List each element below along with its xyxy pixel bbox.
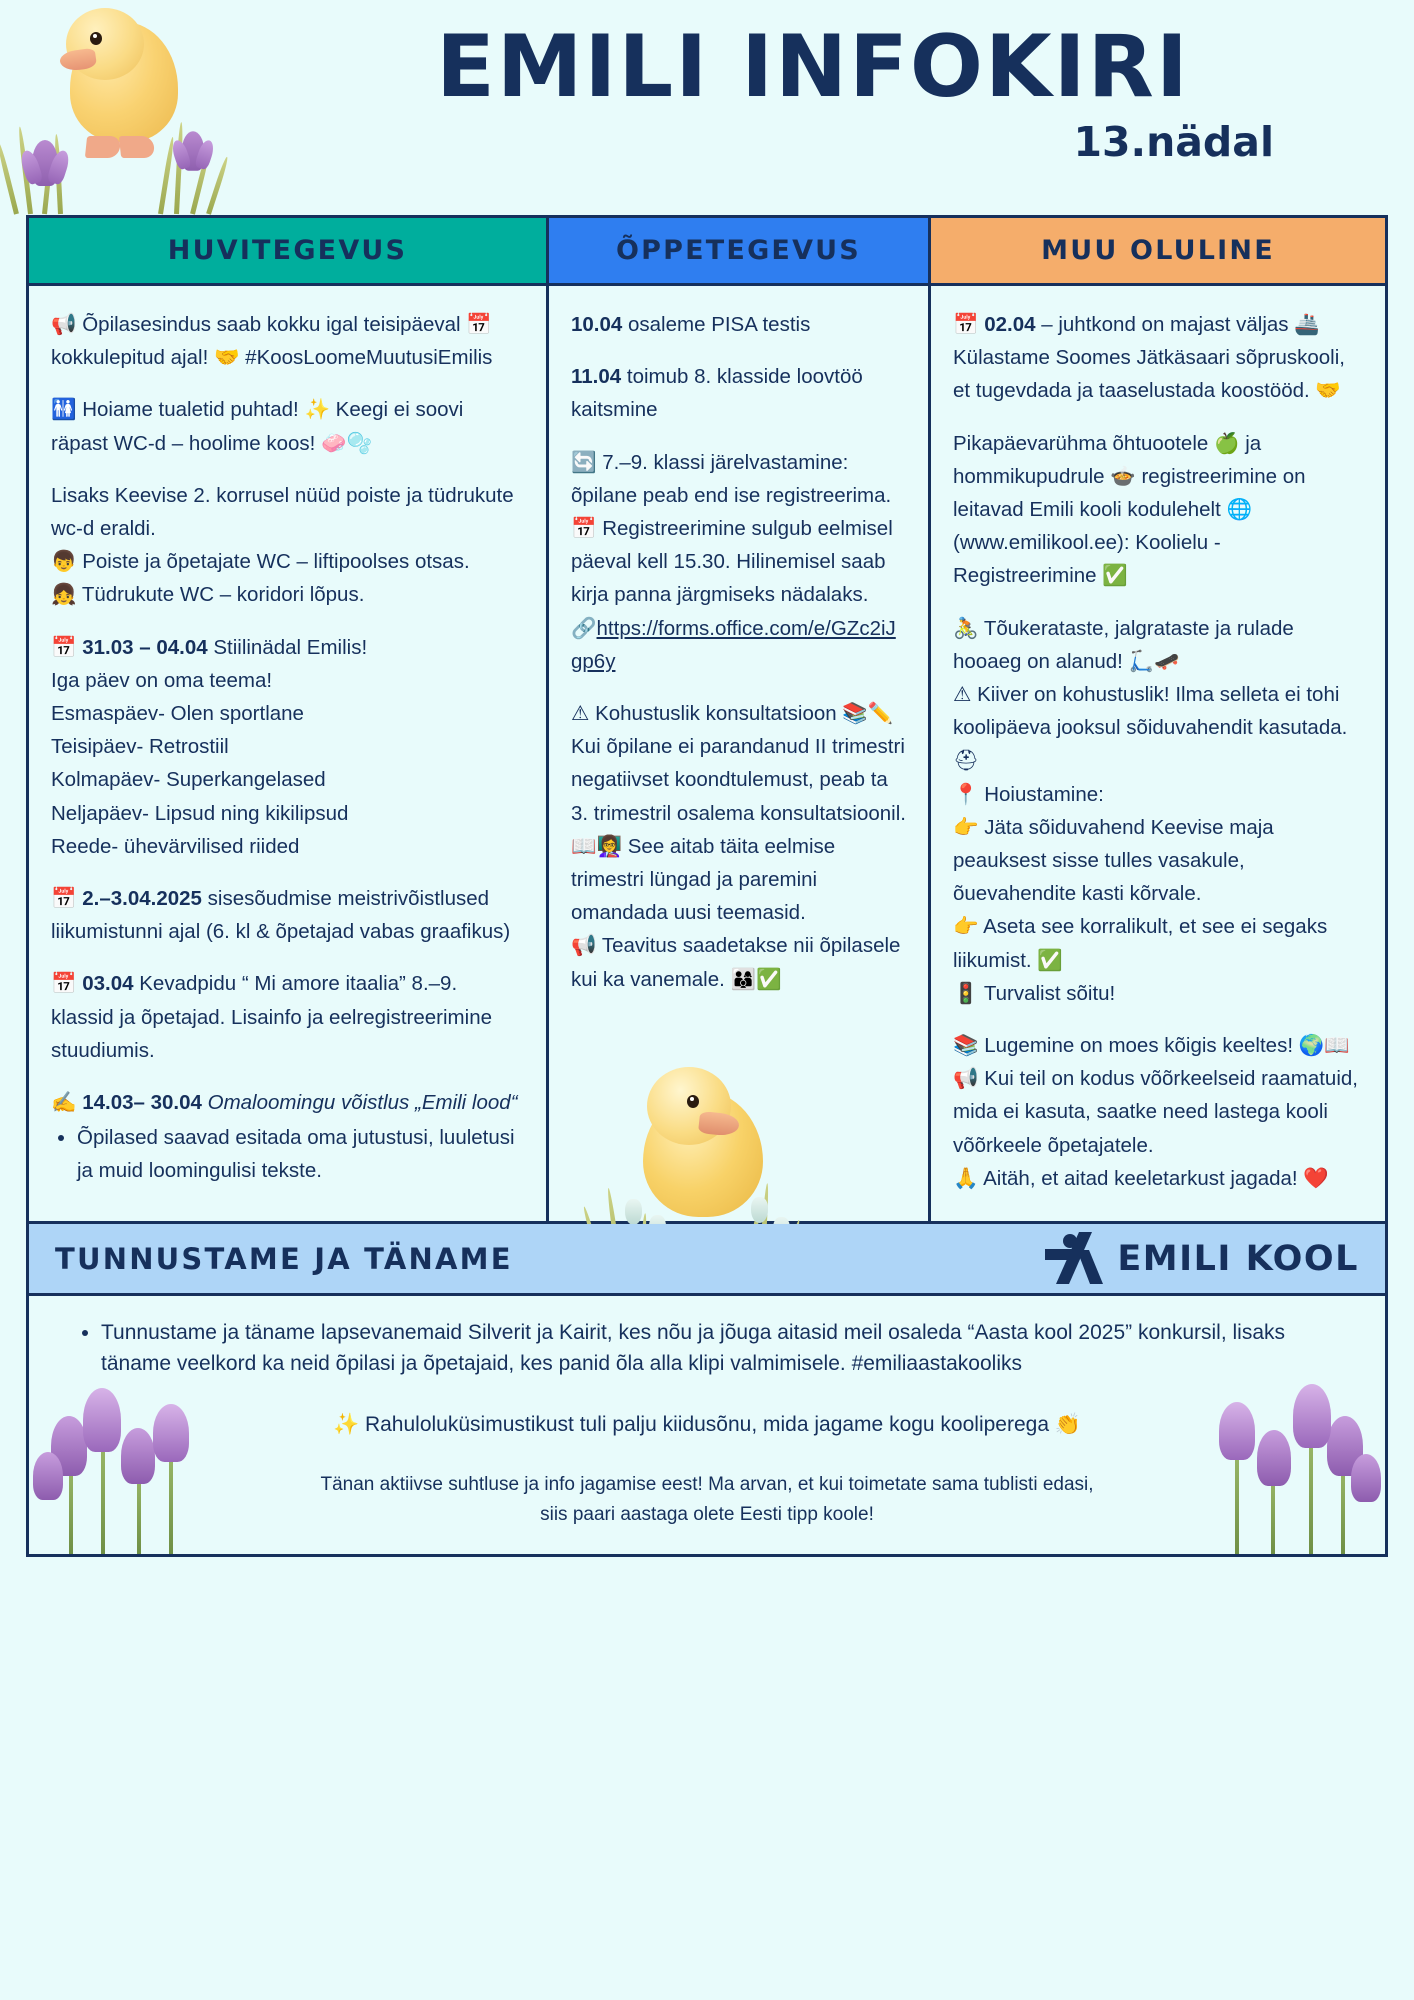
- huvitegevus-spring-party-text: Kevadpidu “ Mi amore itaalia” 8.–9. klassid ja õpetajad. Lisainfo ja eelregistreerimine stuudiumis.: [51, 972, 492, 1062]
- huvitegevus-block-toilets: 🚻 Hoiame tualetid puhtad! ✨ Keegi ei soovi räpast WC-d – hoolime koos! 🧼🫧: [51, 398, 464, 455]
- oppetegevus-block-retake: 🔄 7.–9. klassi järelvastamine: õpilane peab end ise registreerima.: [571, 450, 892, 507]
- column-huvitegevus: [29, 286, 549, 1221]
- huvitegevus-style-week-subline: Iga päev on oma teema!: [51, 668, 273, 692]
- muu-scooters-helmet: ⚠ Kiiver on kohustuslik! Ilma selleta ei tohi koolipäeva jooksul sõiduvahendit kasutada. ⛑: [953, 683, 1348, 773]
- huvitegevus-style-day-1: Esmaspäev- Olen sportlane: [51, 702, 304, 726]
- huvitegevus-style-day-3: Kolmapäev- Superkangelased: [51, 768, 326, 792]
- footer-closing-line-2: siis paari aastaga olete Eesti tipp koole!: [540, 1503, 874, 1525]
- column-header-oppetegevus-label: ÕPPETEGEVUS: [616, 235, 861, 266]
- oppetegevus-pisa-date: 10.04: [571, 313, 623, 336]
- list-item: • Tunnustame ja täname lapsevanemaid Silverit ja Kairit, kes nõu ja jõuga aitasid meil osaleda “Aasta kool 2025” konkursil, lisaks täname veelkord ka neid õpilasi ja õpetajaid, kes panid õla alla klipi valmimisele. #emiliaastakooliks: [101, 1318, 1345, 1379]
- muu-management-detail: Külastame Soomes Jätkäsaari sõpruskooli, et tugevdada ja taaselustada koostööd. 🤝: [953, 346, 1345, 403]
- duck-body: [70, 22, 178, 142]
- duck-beak: [59, 48, 97, 73]
- crocus-flower-icon: [32, 140, 58, 186]
- oppetegevus-pisa-text: osaleme PISA testis: [622, 313, 811, 336]
- brand-name: EMILI KOOL: [1117, 1238, 1359, 1279]
- duck-beak: [698, 1111, 740, 1137]
- page-title: EMILI INFOKIRI: [436, 17, 1190, 117]
- column-oppetegevus: [549, 286, 931, 1221]
- huvitegevus-style-week-text: Stiilinädal Emilis!: [207, 635, 368, 659]
- oppetegevus-consultation-notice: 📢 Teavitus saadetakse nii õpilasele kui ka vanemale. 👨‍👩‍👦✅: [571, 934, 901, 991]
- grass-cluster-icon: [8, 118, 258, 214]
- oppetegevus-loovtoo-date: 11.04: [571, 365, 622, 389]
- huvitegevus-writing-contest-list: [77, 1121, 524, 1187]
- banner-title: TUNNUSTAME JA TÄNAME: [55, 1241, 513, 1276]
- masthead: [0, 0, 1414, 215]
- muu-reading-thanks: 🙏 Aitäh, et aitad keeletarkust jagada! ❤️: [953, 1166, 1329, 1190]
- muu-scooters-storage-heading: 📍 Hoiustamine:: [953, 782, 1104, 806]
- tunnustame-banner: [26, 1224, 1388, 1296]
- snowdrop-flower-icon: [751, 1197, 768, 1223]
- duckling-crocus-illustration: [8, 2, 258, 214]
- muu-management-date: 02.04: [984, 313, 1036, 336]
- calendar-icon: 📅: [51, 635, 77, 659]
- column-body-row: [29, 286, 1385, 1221]
- footer-bullet-list: [101, 1318, 1345, 1379]
- huvitegevus-style-day-5: Reede- ühevärvilised riided: [51, 834, 300, 858]
- huvitegevus-writing-contest-title: Omaloomingu võistlus „Emili lood“: [201, 1091, 518, 1115]
- huvitegevus-block-spring-party: [51, 967, 524, 1067]
- duck-body: [643, 1091, 763, 1217]
- column-header-muu-oluline: [931, 218, 1385, 286]
- duck-head: [66, 8, 144, 80]
- duck-eye: [687, 1095, 699, 1108]
- duck-eye: [90, 32, 102, 45]
- huvitegevus-style-week-heading: [51, 631, 524, 664]
- duck-foot-right: [119, 136, 155, 158]
- brand-lockup: [1043, 1232, 1359, 1286]
- huvitegevus-rowing-date: 2.–3.04.2025: [82, 887, 202, 911]
- registration-form-link[interactable]: https://forms.office.com/e/GZc2iJgp6y: [571, 616, 896, 673]
- huvitegevus-block-writing-contest: [51, 1086, 524, 1119]
- footer-praise-line: ✨ Rahuloluküsimustikust tuli palju kiidusõnu, mida jagame kogu kooliperega 👏: [332, 1412, 1081, 1436]
- huvitegevus-block-rowing: [51, 882, 524, 948]
- huvitegevus-style-day-4: Neljapäev- Lipsud ning kikilipsud: [51, 801, 349, 825]
- huvitegevus-block-student-council: 📢 Õpilasesindus saab kokku igal teisipäeval 📅 kokkulepitud ajal! 🤝 #KoosLoomeMuutusiEmilis: [51, 313, 493, 370]
- writing-hand-icon: ✍️: [51, 1091, 77, 1115]
- column-header-oppetegevus: [549, 218, 931, 286]
- calendar-icon: 📅: [51, 972, 77, 996]
- column-header-muu-oluline-label: MUU OLULINE: [1041, 235, 1275, 266]
- column-header-huvitegevus-label: HUVITEGEVUS: [167, 235, 408, 266]
- huvitegevus-rowing-text: sisesõudmise meistrivõistlused liikumistunni ajal (6. kl & õpetajad vabas graafikus): [51, 887, 511, 944]
- muu-scooters-safe-ride: 🚦 Turvalist sõitu!: [953, 981, 1116, 1005]
- column-muu-oluline: [931, 286, 1385, 1221]
- huvitegevus-toilets-detail-1: Lisaks Keevise 2. korrusel nüüd poiste ja tüdrukute wc-d eraldi.: [51, 483, 514, 541]
- footer-section: [26, 1296, 1388, 1557]
- muu-management-text: – juhtkond on majast väljas 🚢: [1035, 313, 1320, 336]
- list-item: • Õpilased saavad esitada oma jutustusi, luuletusi ja muid loomingulisi tekste.: [77, 1121, 524, 1187]
- muu-block-afterschool-registration: Pikapäevarühma õhtuootele 🍏 ja hommikupudrule 🍲 registreerimine on leitavad Emili kooli kodulehelt 🌐 (www.emilikool.ee): Koolielu - Registreerimine ✅: [953, 431, 1306, 588]
- oppetegevus-consultation-body: Kui õpilane ei parandanud II trimestri negatiivset koondtulemust, peab ta 3. trimestril osalema konsultatsioonil. 📖👩‍🏫 See aitab täita eelmise trimestri lüngad ja paremini omandada uusi teemasid.: [571, 735, 906, 925]
- column-header-huvitegevus: [29, 218, 549, 286]
- calendar-icon: 📅: [51, 887, 77, 911]
- muu-scooters-storage-1: 👉 Jäta sõiduvahend Keevise maja peauksest sisse tulles vasakule, õuevahendite kasti kõrvale.: [953, 815, 1274, 906]
- oppetegevus-retake-deadline: 📅 Registreerimine sulgub eelmisel päeval kell 15.30. Hilinemisel saab kirja panna järgmiseks nädalaks.: [571, 517, 893, 607]
- duck-head: [647, 1067, 731, 1145]
- oppetegevus-block-loovtoo: [571, 360, 906, 426]
- muu-reading-body: 📢 Kui teil on kodus võõrkeelseid raamatuid, mida ei kasuta, saatke need lastega kooli võõrkeele õpetajatele.: [953, 1067, 1358, 1157]
- huvitegevus-spring-party-date: 03.04: [82, 972, 134, 996]
- content-board: [26, 215, 1388, 1224]
- oppetegevus-loovtoo-text: toimub 8. klasside loovtöö kaitsmine: [571, 365, 863, 422]
- huvitegevus-style-day-2: Teisipäev- Retrostiil: [51, 735, 229, 759]
- column-header-row: [29, 218, 1385, 286]
- duck-foot-left: [85, 136, 121, 158]
- huvitegevus-writing-contest-date: 14.03– 30.04: [82, 1091, 202, 1115]
- week-subtitle: 13.nädal: [1073, 118, 1274, 167]
- emili-kool-logo-icon: [1043, 1232, 1105, 1286]
- huvitegevus-toilets-detail-2: 👦 Poiste ja õpetajate WC – liftipoolses otsas.: [51, 550, 470, 574]
- muu-block-management-away: [953, 308, 1363, 341]
- muu-block-reading-heading: 📚 Lugemine on moes kõigis keeltes! 🌍📖: [953, 1034, 1350, 1058]
- oppetegevus-block-pisa: [571, 308, 906, 341]
- link-icon: 🔗: [571, 616, 597, 640]
- huvitegevus-style-week-date: 31.03 – 04.04: [82, 635, 208, 659]
- oppetegevus-consultation-heading: ⚠ Kohustuslik konsultatsioon 📚✏️: [571, 702, 894, 726]
- oppetegevus-retake-link-line: [571, 612, 906, 678]
- huvitegevus-toilets-detail-3: 👧 Tüdrukute WC – koridori lõpus.: [51, 583, 365, 607]
- footer-closing-line-1: Tänan aktiivse suhtluse ja info jagamise eest! Ma arvan, et kui toimetate sama tublisti edasi,: [320, 1473, 1094, 1495]
- muu-scooters-storage-2: 👉 Aseta see korralikult, et see ei segaks liikumist. ✅: [953, 915, 1328, 972]
- calendar-icon: 📅: [953, 313, 979, 336]
- crocus-flower-icon: [182, 131, 204, 171]
- muu-block-scooters: 🚴 Tõukerataste, jalgrataste ja rulade hooaeg on alanud! 🛴🛹: [953, 616, 1294, 673]
- snowdrop-flower-icon: [625, 1199, 642, 1225]
